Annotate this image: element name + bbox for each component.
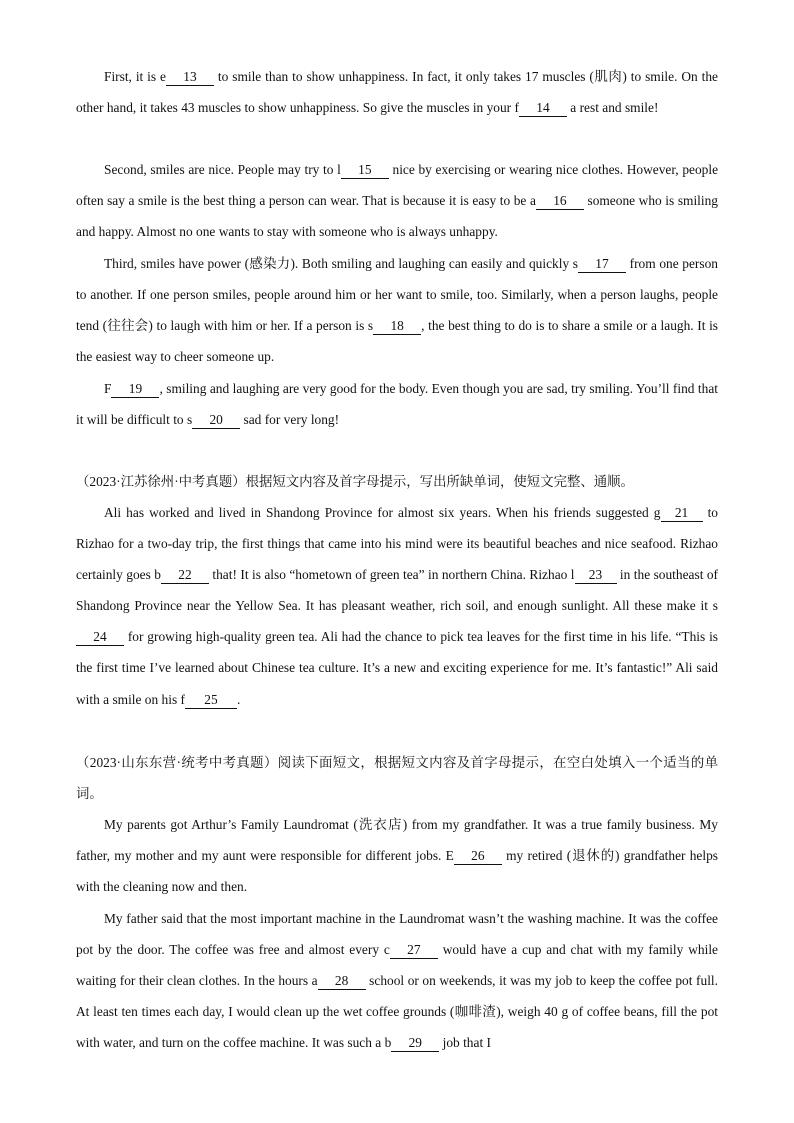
blank-15: 15: [341, 162, 389, 179]
blank-16: 16: [536, 193, 584, 210]
section3-heading: （2023·山东东营·统考中考真题）阅读下面短文，根据短文内容及首字母提示，在空白处填入一个适当的单词。: [76, 755, 718, 802]
blank-17: 17: [578, 256, 626, 273]
section2-heading: （2023·江苏徐州·中考真题）根据短文内容及首字母提示，写出所缺单词，使短文完整、通顺。: [76, 474, 634, 489]
blank-18: 18: [373, 318, 421, 335]
blank-19: 19: [111, 381, 159, 398]
blank-20: 20: [192, 412, 240, 429]
passage1-paragraph-1: First, it is e 13 to smile than to show unhappiness. In fact, it only takes 17 muscles (肌肉) to smile. On the other hand, it takes 43 muscles to show unhappiness. So give the muscles in your f 14 a rest and smile!: [76, 69, 718, 116]
blank-23: 23: [575, 567, 617, 584]
passage1-paragraph-2: Second, smiles are nice. People may try to l 15 nice by exercising or wearing nice clothes. However, people often say a smile is the best thing a person can wear. That is because it is easy to be a 16 someone who is smiling and happy. Almost no one wants to stay with someone who is always unhappy.: [76, 162, 719, 240]
section3-paragraph-1: My parents got Arthur’s Family Laundromat (洗衣店) from my grandfather. It was a true family business. My father, my mother and my aunt were responsible for different jobs. E 26 my retired (退休的) grandfather helps with the cleaning now and then.: [76, 817, 719, 895]
blank-27: 27: [390, 942, 438, 959]
blank-21: 21: [661, 505, 703, 522]
blank-14: 14: [519, 100, 567, 117]
blank-26: 26: [454, 848, 502, 865]
blank-13: 13: [166, 69, 214, 86]
section2-paragraph-1: Ali has worked and lived in Shandong Province for almost six years. When his friends suggested g 21 to Rizhao for a two-day trip, the first things that came into his mind were its beautiful beaches and nice seafood. Rizhao certainly goes b 22 that! It is also “hometown of green tea” in northern China. Rizhao l 23 in the southeast of Shandong Province near the Yellow Sea. It has pleasant weather, rich soil, and enough sunlight. All these make it s24 for growing high-quality green tea. Ali had the chance to pick tea leaves for the first time in his life. “This is the first time I’ve learned about Chinese tea culture. It’s a new and exciting experience for me. It’s fantastic!” Ali said with a smile on his f 25 .: [76, 505, 719, 707]
blank-22: 22: [161, 567, 209, 584]
blank-25: 25: [185, 692, 237, 709]
passage1-paragraph-4: F 19 , smiling and laughing are very good for the body. Even though you are sad, try smiling. You’ll find that it will be difficult to s 20 sad for very long!: [76, 381, 718, 428]
passage1-paragraph-3: Third, smiles have power (感染力). Both smiling and laughing can easily and quickly s 17 from one person to another. If one person smiles, people around him or her want to smile, too. Similarly, when a person laughs, people tend (往往会) to laugh with him or her. If a person is s 18 , the best thing to do is to share a smile or a laugh. It is the easiest way to cheer someone up.: [76, 256, 718, 365]
blank-29: 29: [391, 1035, 439, 1052]
section3-paragraph-2: My father said that the most important machine in the Laundromat wasn’t the washing machine. It was the coffee pot by the door. The coffee was free and almost every c 27 would have a cup and chat with my family while waiting for their clean clothes. In the hours a 28 school or on weekends, it was my job to keep the coffee pot full. At least ten times each day, I would clean up the wet coffee grounds (咖啡渣), weigh 40 g of coffee beans, fill the pot with water, and turn on the coffee machine. It was such a b 29 job that I: [76, 911, 718, 1051]
blank-28: 28: [318, 973, 366, 990]
blank-24: 24: [76, 629, 124, 646]
